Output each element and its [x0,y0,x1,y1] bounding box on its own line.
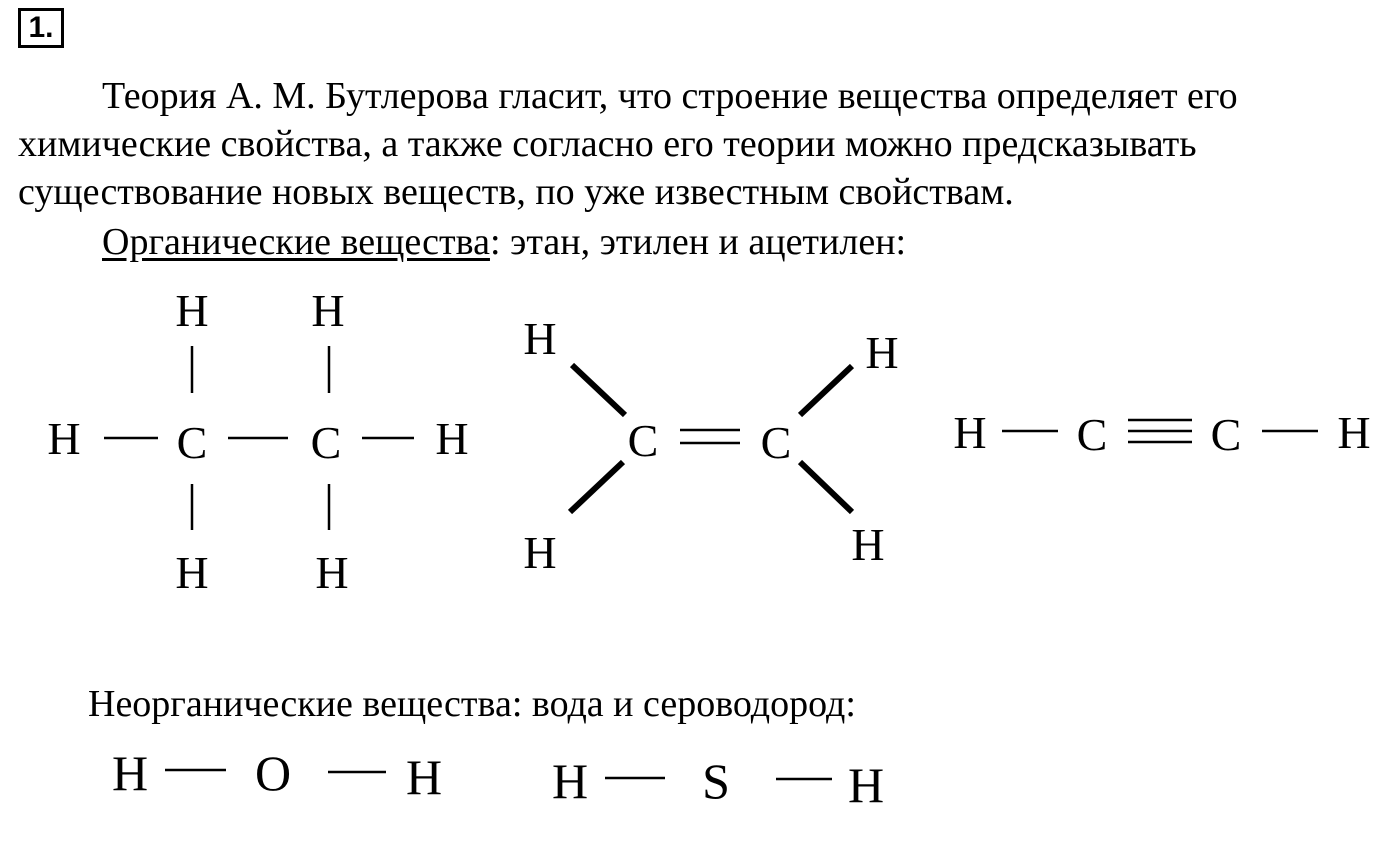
bond [800,462,852,512]
organic-label: Органические вещества [102,221,490,263]
atom-c: C [627,415,659,466]
atom-c: C [310,417,342,468]
organic-list: : этан, этилен и ацетилен: [489,221,907,263]
atom-h: H [175,547,209,598]
atom-h: H [523,313,557,364]
atom-h: H [47,413,81,464]
atom-h: H [865,327,899,378]
atom-c: C [176,417,208,468]
atom-c: C [760,417,792,468]
bond [570,462,623,512]
bond [800,366,852,415]
atom-h: H [311,285,345,336]
atom-h: H [435,413,469,464]
atom-c: C [1210,409,1242,460]
ethylene-formula [523,313,898,578]
atom-h: H [175,285,209,336]
acetylene-formula [953,407,1370,460]
water-formula [112,745,442,805]
atom-s: S [702,753,730,809]
atom-h: H [523,527,557,578]
atom-h: H [315,547,349,598]
atom-h: H [847,757,885,813]
atom-h: H [111,745,149,801]
atom-h: H [953,407,987,458]
problem-number: 1. [18,8,64,48]
atom-c: C [1076,409,1108,460]
bond [572,365,625,415]
atom-h: H [551,753,589,809]
atom-o: O [254,745,292,801]
hydrogen-sulfide-formula [552,753,884,813]
theory-paragraph: Теория А. М. Бутлерова гласит, что строение вещества определяет его химические свойства, а также согласно его теории можно предсказывать существование новых веществ, по уже известным свойствам. [18,75,1238,213]
ethane-formula [47,285,468,598]
atom-h: H [405,749,443,805]
inorganic-heading: Неорганические вещества: вода и сероводород: [88,683,856,725]
atom-h: H [1337,407,1371,458]
atom-h: H [851,519,885,570]
